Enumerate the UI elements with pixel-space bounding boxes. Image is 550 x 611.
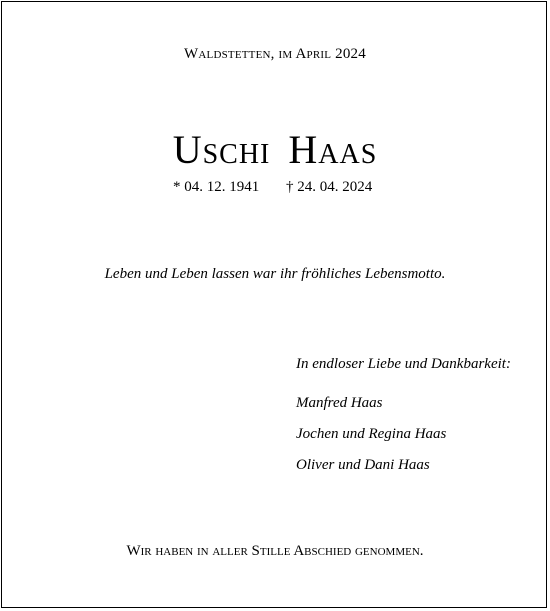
place-date: Waldstetten, im April 2024 — [184, 46, 366, 62]
mourners-block — [296, 356, 511, 488]
closing-line: Wir haben in aller Stille Abschied genommen. — [126, 543, 424, 559]
first-name: Uschi — [172, 127, 271, 172]
deceased-name — [0, 126, 550, 173]
mourner-name: Oliver und Dani Haas — [296, 457, 430, 473]
birth-date: * 04. 12. 1941 — [173, 179, 260, 195]
last-name: Haas — [288, 127, 378, 172]
mourner-name: Manfred Haas — [296, 395, 383, 411]
mourners-heading: In endloser Liebe und Dankbarkeit: — [296, 356, 511, 372]
notice-border — [1, 1, 547, 608]
death-date: † 24. 04. 2024 — [286, 179, 373, 195]
mourner-name: Jochen und Regina Haas — [296, 426, 447, 442]
motto: Leben und Leben lassen war ihr fröhliches Lebensmotto. — [104, 266, 446, 282]
